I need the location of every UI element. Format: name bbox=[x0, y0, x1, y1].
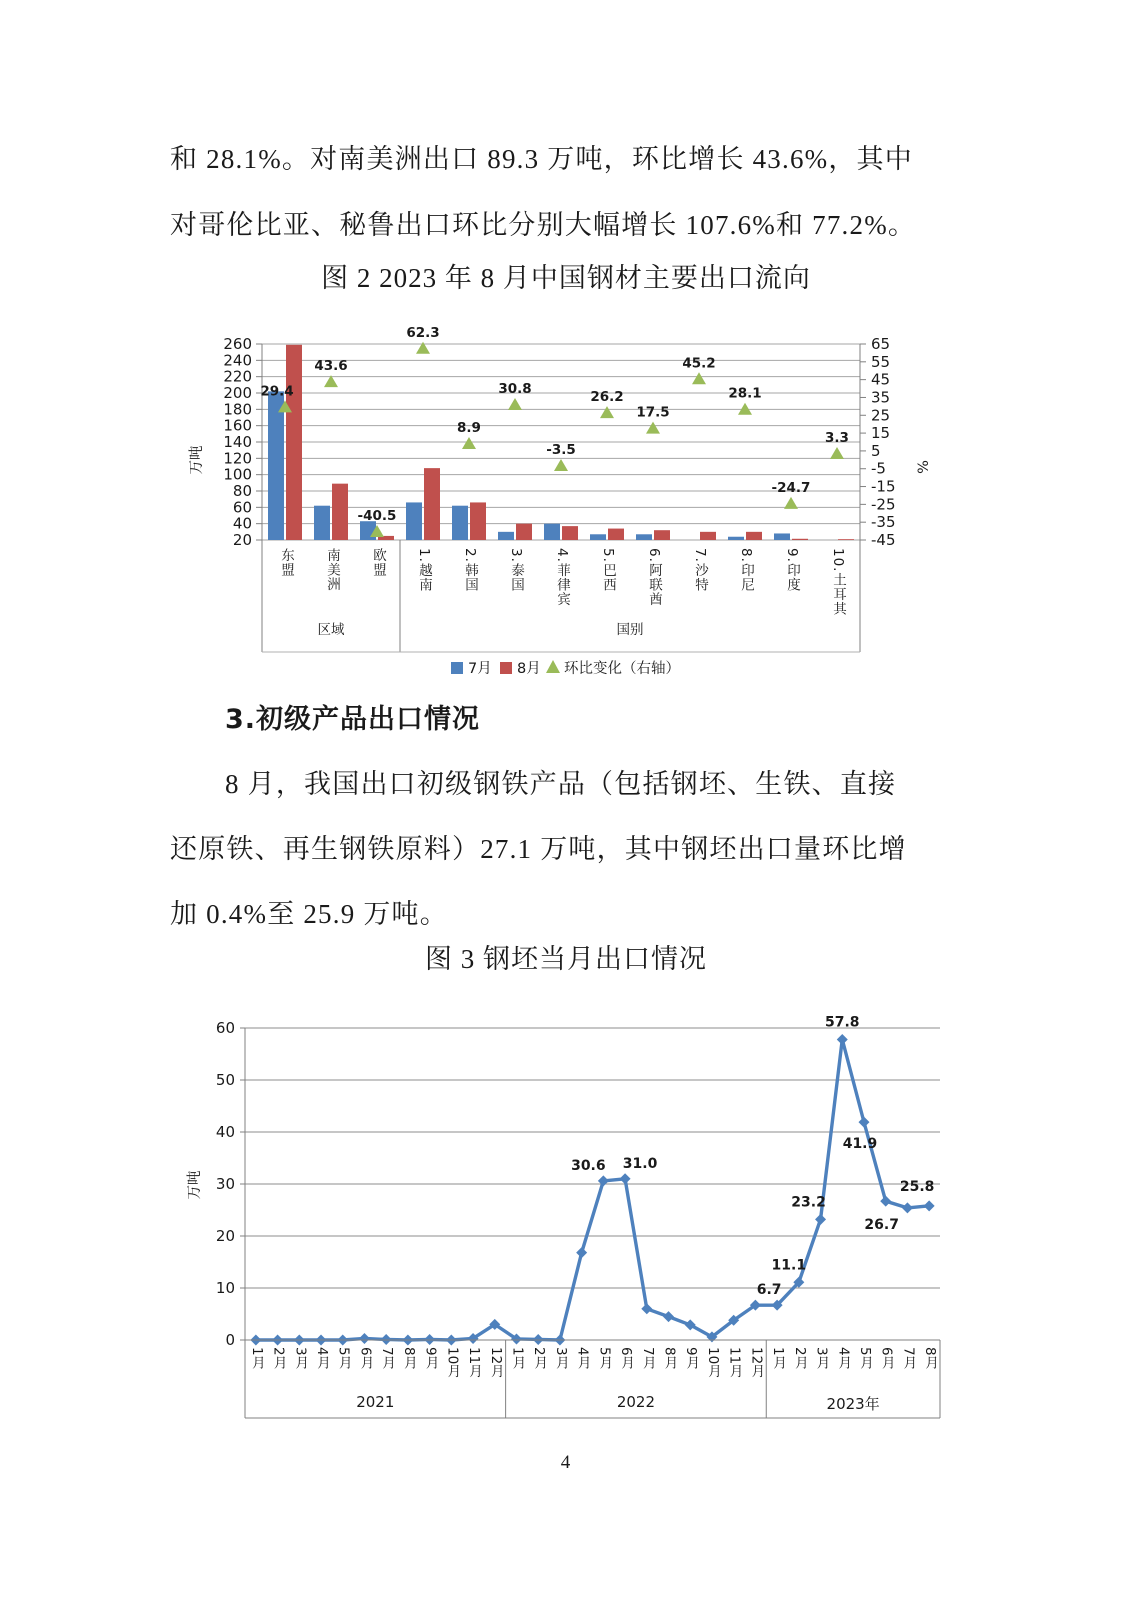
right-axis-tick-label: 65 bbox=[871, 335, 891, 353]
category-label: 7.沙特 bbox=[692, 548, 708, 592]
bar-august bbox=[286, 345, 302, 540]
month-label: 5月 bbox=[856, 1347, 873, 1370]
y-axis-tick-label: 50 bbox=[215, 1071, 235, 1089]
bar-august bbox=[516, 524, 532, 540]
point-data-label: 57.8 bbox=[824, 1014, 860, 1031]
point-data-label: 11.1 bbox=[771, 1257, 807, 1274]
diamond-marker bbox=[663, 1311, 674, 1322]
right-axis-tick-label: -5 bbox=[871, 459, 886, 478]
bar-july bbox=[406, 502, 422, 540]
month-label: 4月 bbox=[835, 1347, 852, 1370]
diamond-marker bbox=[424, 1334, 435, 1345]
bar-july bbox=[774, 533, 790, 540]
triangle-marker bbox=[600, 406, 614, 418]
category-group-label: 区域 bbox=[317, 622, 345, 638]
page-number: 4 bbox=[560, 1452, 571, 1473]
bar-august bbox=[746, 532, 762, 540]
change-data-label: 45.2 bbox=[682, 355, 716, 372]
month-label: 6月 bbox=[878, 1347, 895, 1370]
legend-swatch-july bbox=[451, 662, 463, 674]
section3-line3: 加 0.4%至 25.9 万吨。 bbox=[170, 899, 448, 929]
change-data-label: 26.2 bbox=[590, 389, 624, 406]
category-label: 欧盟 bbox=[370, 548, 386, 577]
left-axis-tick-label: 40 bbox=[232, 514, 252, 533]
year-group-label: 2021 bbox=[356, 1393, 395, 1411]
right-axis-tick-label: 45 bbox=[871, 370, 891, 389]
change-data-label: 29.4 bbox=[260, 383, 294, 400]
y-axis-tick-label: 20 bbox=[215, 1227, 235, 1245]
diamond-marker bbox=[902, 1202, 913, 1213]
month-label: 3月 bbox=[292, 1347, 309, 1370]
triangle-marker bbox=[784, 497, 798, 509]
left-axis-title: 万吨 bbox=[189, 445, 205, 475]
change-data-label: -3.5 bbox=[546, 442, 576, 459]
point-data-label: 30.6 bbox=[571, 1157, 606, 1174]
month-label: 11月 bbox=[726, 1347, 743, 1378]
month-label: 3月 bbox=[552, 1347, 569, 1370]
month-label: 1月 bbox=[770, 1347, 787, 1370]
section3-heading: 3.初级产品出口情况 bbox=[225, 704, 481, 735]
paragraph1-line2: 对哥伦比亚、秘鲁出口环比分别大幅增长 107.6%和 77.2%。 bbox=[170, 210, 917, 240]
diamond-marker bbox=[598, 1175, 609, 1186]
category-group-label: 国别 bbox=[616, 622, 644, 638]
diamond-marker bbox=[837, 1034, 848, 1045]
category-label: 5.巴西 bbox=[600, 548, 616, 592]
left-axis-tick-label: 180 bbox=[223, 400, 252, 419]
y-axis-title: 万吨 bbox=[187, 1170, 203, 1200]
month-label: 7月 bbox=[639, 1347, 656, 1370]
legend-label-august: 8月 bbox=[517, 661, 541, 677]
month-label: 1月 bbox=[509, 1347, 526, 1370]
diamond-marker bbox=[880, 1196, 891, 1207]
y-axis-tick-label: 60 bbox=[215, 1019, 235, 1037]
y-axis-tick-label: 0 bbox=[225, 1331, 235, 1349]
bar-august bbox=[792, 539, 808, 540]
right-axis-tick-label: -15 bbox=[871, 477, 896, 496]
figure3-line-chart bbox=[165, 985, 975, 1440]
diamond-marker bbox=[815, 1214, 826, 1225]
right-axis-tick-label: 35 bbox=[871, 388, 891, 407]
left-axis-tick-label: 20 bbox=[232, 531, 252, 549]
y-axis-tick-label: 10 bbox=[215, 1279, 235, 1297]
category-label: 1.越南 bbox=[416, 548, 432, 592]
month-label: 8月 bbox=[400, 1347, 417, 1370]
year-group-label: 2022 bbox=[616, 1393, 656, 1411]
month-label: 5月 bbox=[596, 1347, 613, 1370]
month-label: 2月 bbox=[270, 1347, 287, 1370]
legend-label-change: 环比变化（右轴） bbox=[564, 661, 680, 677]
diamond-marker bbox=[620, 1173, 631, 1184]
line-series bbox=[256, 1039, 929, 1340]
bar-august bbox=[608, 529, 624, 540]
category-label: 3.泰国 bbox=[508, 548, 524, 592]
change-data-label: 8.9 bbox=[457, 419, 481, 436]
left-axis-tick-label: 240 bbox=[223, 351, 252, 370]
right-axis-tick-label: -25 bbox=[871, 495, 896, 514]
section3-line1: 8 月，我国出口初级钢铁产品（包括钢坯、生铁、直接 bbox=[225, 769, 897, 799]
change-data-label: 30.8 bbox=[498, 380, 532, 397]
month-label: 9月 bbox=[422, 1347, 439, 1370]
bar-august bbox=[654, 530, 670, 540]
bar-july bbox=[590, 534, 606, 540]
change-data-label: 62.3 bbox=[406, 324, 440, 341]
bar-july bbox=[314, 506, 330, 540]
triangle-marker bbox=[462, 437, 476, 449]
triangle-marker bbox=[738, 403, 752, 415]
section3-line2: 还原铁、再生钢铁原料）27.1 万吨，其中钢坯出口量环比增 bbox=[170, 834, 907, 864]
right-axis-tick-label: 55 bbox=[871, 352, 891, 371]
bar-july bbox=[728, 537, 744, 540]
change-data-label: -24.7 bbox=[771, 479, 811, 496]
category-label: 8.印尼 bbox=[738, 548, 754, 592]
right-axis-tick-label: 15 bbox=[871, 424, 891, 443]
category-label: 10.土耳其 bbox=[830, 548, 846, 616]
left-axis-tick-label: 260 bbox=[223, 335, 252, 353]
right-axis-title: % bbox=[916, 460, 932, 474]
month-label: 9月 bbox=[683, 1347, 700, 1370]
bar-august bbox=[424, 468, 440, 540]
bar-july bbox=[498, 532, 514, 540]
bar-july bbox=[452, 506, 468, 540]
month-label: 4月 bbox=[314, 1347, 331, 1370]
month-label: 11月 bbox=[466, 1347, 483, 1378]
change-data-label: 43.6 bbox=[314, 358, 348, 375]
category-label: 东盟 bbox=[278, 548, 294, 577]
diamond-marker bbox=[858, 1117, 869, 1128]
triangle-marker bbox=[554, 459, 568, 471]
month-label: 8月 bbox=[922, 1347, 939, 1370]
month-label: 12月 bbox=[487, 1347, 504, 1378]
left-axis-tick-label: 140 bbox=[223, 433, 252, 451]
point-data-label: 6.7 bbox=[756, 1282, 782, 1299]
change-data-label: 3.3 bbox=[825, 429, 849, 446]
bar-august bbox=[838, 539, 854, 540]
point-data-label: 25.8 bbox=[899, 1178, 935, 1195]
month-label: 10月 bbox=[444, 1347, 461, 1378]
month-label: 3月 bbox=[813, 1347, 830, 1370]
bar-july bbox=[360, 521, 376, 540]
diamond-marker bbox=[359, 1333, 370, 1344]
figure2-title: 图 2 2023 年 8 月中国钢材主要出口流向 bbox=[321, 263, 811, 293]
diamond-marker bbox=[381, 1334, 392, 1345]
month-label: 2月 bbox=[791, 1347, 808, 1370]
bar-july bbox=[268, 391, 284, 540]
month-label: 8月 bbox=[661, 1347, 678, 1370]
month-label: 10月 bbox=[704, 1347, 721, 1378]
left-axis-tick-label: 80 bbox=[232, 482, 252, 500]
left-axis-tick-label: 160 bbox=[223, 416, 252, 435]
bar-august bbox=[700, 532, 716, 540]
point-data-label: 41.9 bbox=[842, 1136, 878, 1153]
point-data-label: 23.2 bbox=[791, 1194, 826, 1211]
month-label: 1月 bbox=[248, 1347, 265, 1370]
point-data-label: 31.0 bbox=[622, 1155, 658, 1172]
month-label: 5月 bbox=[335, 1347, 352, 1370]
right-axis-tick-label: -35 bbox=[871, 513, 896, 532]
point-data-label: 26.7 bbox=[864, 1217, 899, 1234]
category-label: 南美洲 bbox=[324, 548, 340, 592]
month-label: 6月 bbox=[357, 1347, 374, 1370]
legend-swatch-august bbox=[500, 662, 512, 674]
bar-july bbox=[544, 524, 560, 540]
month-label: 7月 bbox=[900, 1347, 917, 1370]
legend-label-july: 7月 bbox=[468, 661, 492, 677]
right-axis-tick-label: 5 bbox=[871, 441, 881, 460]
change-data-label: 17.5 bbox=[636, 404, 670, 421]
bar-august bbox=[562, 526, 578, 540]
year-group-label: 2023年 bbox=[826, 1395, 880, 1413]
diamond-marker bbox=[576, 1247, 587, 1258]
change-data-label: 28.1 bbox=[728, 385, 762, 402]
figure3-title: 图 3 钢坯当月出口情况 bbox=[425, 944, 707, 974]
triangle-marker bbox=[830, 447, 844, 459]
category-label: 6.阿联酋 bbox=[646, 548, 662, 607]
category-label: 9.印度 bbox=[784, 548, 800, 592]
category-label: 4.菲律宾 bbox=[554, 548, 570, 607]
month-label: 7月 bbox=[379, 1347, 396, 1370]
figure2-bar-chart bbox=[163, 315, 943, 695]
bar-august bbox=[470, 502, 486, 540]
y-axis-tick-label: 30 bbox=[215, 1175, 235, 1193]
right-axis-tick-label: -45 bbox=[871, 531, 896, 549]
left-axis-tick-label: 100 bbox=[223, 465, 252, 484]
month-label: 6月 bbox=[618, 1347, 635, 1370]
diamond-marker bbox=[533, 1334, 544, 1345]
month-label: 2月 bbox=[531, 1347, 548, 1370]
bar-august bbox=[332, 484, 348, 540]
left-axis-tick-label: 220 bbox=[223, 367, 252, 386]
triangle-marker bbox=[692, 372, 706, 384]
y-axis-tick-label: 40 bbox=[215, 1123, 235, 1141]
left-axis-tick-label: 200 bbox=[223, 384, 252, 402]
right-axis-tick-label: 25 bbox=[871, 406, 891, 425]
triangle-marker bbox=[646, 422, 660, 434]
triangle-marker bbox=[508, 398, 522, 410]
change-data-label: -40.5 bbox=[357, 507, 397, 524]
diamond-marker bbox=[924, 1200, 935, 1211]
category-label: 2.韩国 bbox=[462, 548, 478, 592]
paragraph1-line1: 和 28.1%。对南美洲出口 89.3 万吨，环比增长 43.6%，其中 bbox=[170, 144, 913, 174]
month-label: 4月 bbox=[574, 1347, 591, 1370]
bar-july bbox=[636, 534, 652, 540]
left-axis-tick-label: 60 bbox=[232, 498, 252, 517]
left-axis-tick-label: 120 bbox=[223, 449, 252, 468]
legend-swatch-change bbox=[546, 660, 560, 673]
month-label: 12月 bbox=[748, 1347, 765, 1378]
diamond-marker bbox=[641, 1303, 652, 1314]
